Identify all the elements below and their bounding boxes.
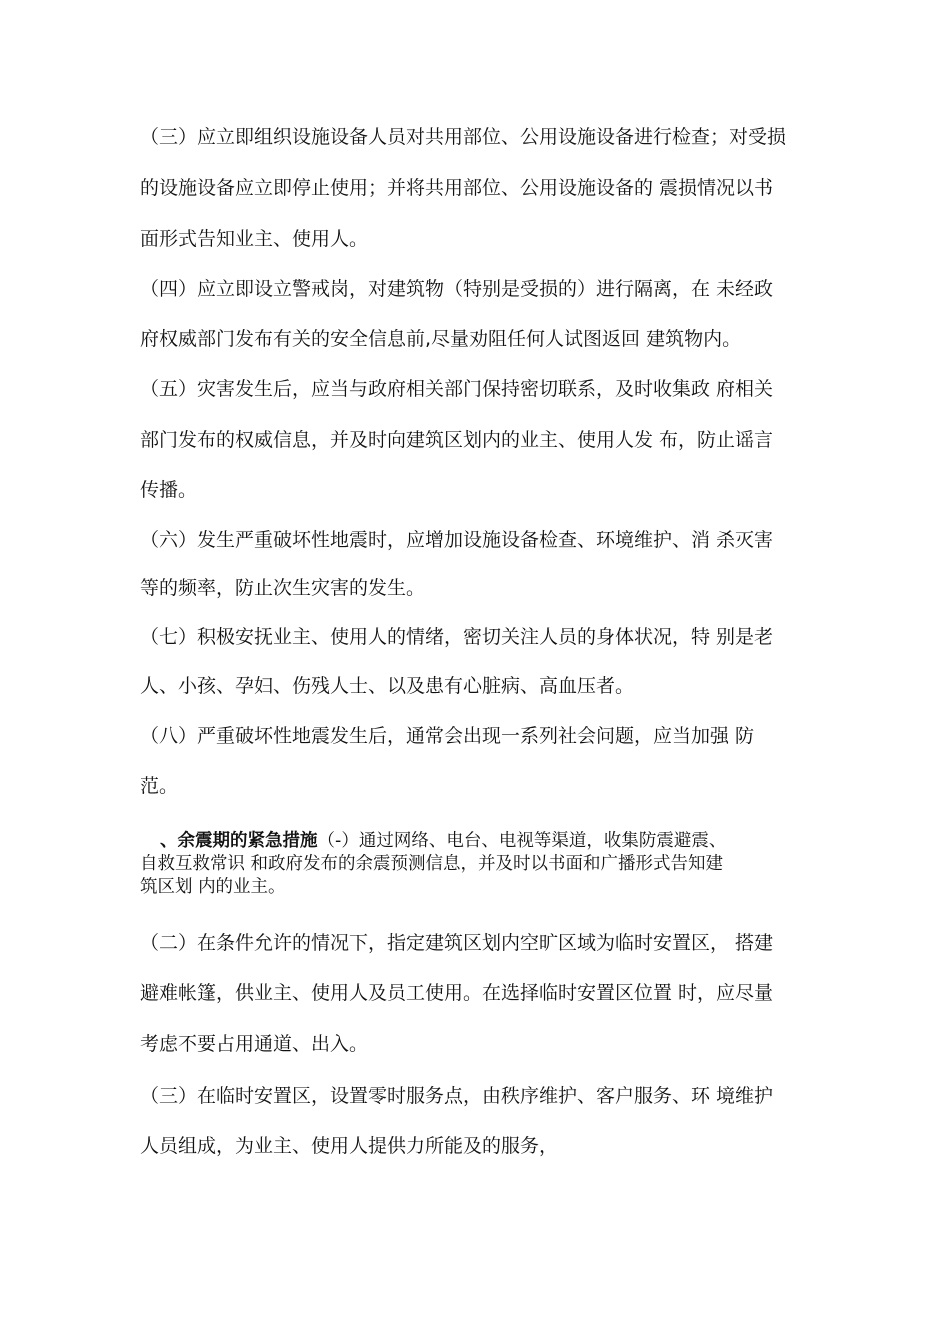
text-line: （三）在临时安置区，设置零时服务点，由秩序维护、客户服务、环 境维护 [140,1085,774,1107]
text-line: 人、小孩、孕妇、伤残人士、以及患有心脏病、高血压者。 [140,675,635,697]
text-line: 部门发布的权威信息，并及时向建筑区划内的业主、使用人发 布，防止谣言 [140,429,774,451]
section-heading: 、余震期的紧急措施 [160,831,318,851]
text-line: 避难帐篷，供业主、使用人及员工使用。在选择临时安置区位置 时，应尽量 [140,982,774,1004]
text-line: 的设施设备应立即停止使用；并将共用部位、公用设施设备的 震损情况以书 [140,177,774,199]
text-line: （三）应立即组织设施设备人员对共用部位、公用设施设备进行检查；对受损 [140,126,787,148]
text-line: 考虑不要占用通道、出入。 [140,1033,369,1055]
text-line: 范。 [140,775,179,797]
text-line: 府权威部门发布有关的安全信息前,尽量劝阻任何人试图返回 建筑物内。 [140,328,742,350]
text-line: （五）灾害发生后，应当与政府相关部门保持密切联系，及时收集政 府相关 [140,378,774,400]
text-line: （八）严重破坏性地震发生后，通常会出现一系列社会问题，应当加强 防 [140,725,755,747]
text-line: 自救互救常识 和政府发布的余震预测信息，并及时以书面和广播形式告知建 [140,854,724,874]
text-line: （六）发生严重破坏性地震时，应增加设施设备检查、环境维护、消 杀灭害 [140,529,774,551]
text-line: 等的频率，防止次生灾害的发生。 [140,577,426,599]
text-line: 人员组成，为业主、使用人提供力所能及的服务， [140,1135,559,1157]
section-line [160,829,726,853]
text-line: （四）应立即设立警戒岗，对建筑物（特别是受损的）进行隔离，在 未经政 [140,278,774,300]
text-line: 面形式告知业主、使用人。 [140,228,369,250]
text-line: 筑区划 内的业主。 [140,877,286,897]
text-line: （二）在条件允许的情况下，指定建筑区划内空旷区域为临时安置区， 搭建 [140,932,774,954]
section-text: （-）通过网络、电台、电视等渠道，收集防震避震、 [317,831,727,851]
text-line: （七）积极安抚业主、使用人的情绪，密切关注人员的身体状况，特 别是老 [140,626,774,648]
text-line: 传播。 [140,479,198,501]
